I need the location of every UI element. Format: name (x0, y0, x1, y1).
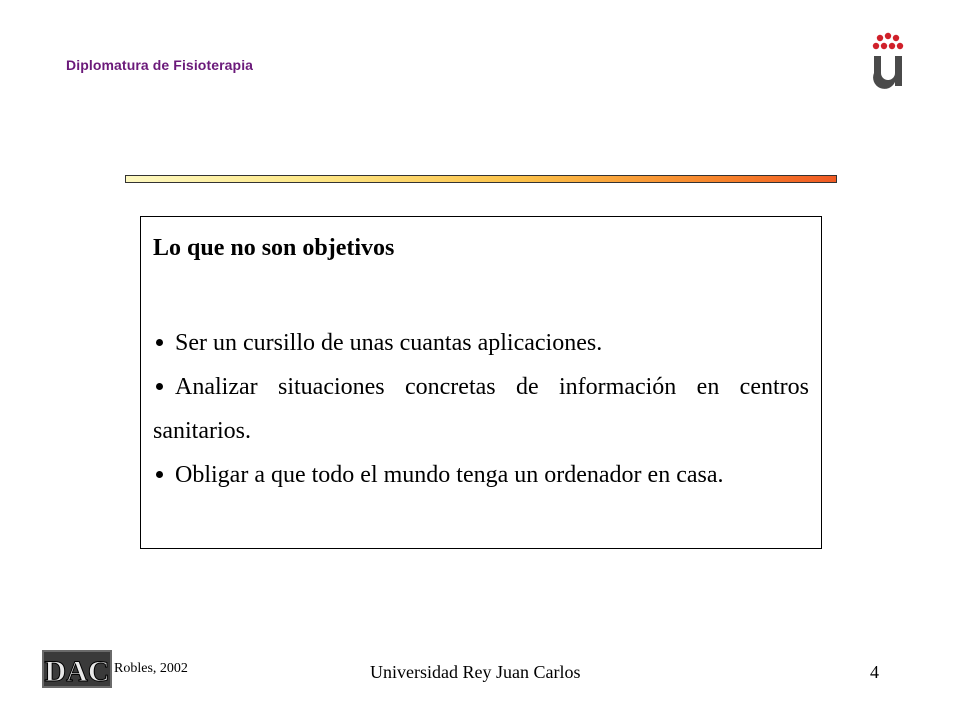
content-box (140, 216, 822, 549)
header-title: Diplomatura de Fisioterapia (66, 57, 254, 73)
bullet-icon (153, 365, 175, 409)
box-heading: Lo que no son objetivos (153, 235, 395, 261)
dac-logo (42, 650, 112, 688)
footer-author: Robles, 2002 (114, 661, 188, 676)
title-gradient-bar (125, 175, 837, 183)
bullet-text: Obligar a que todo el mundo tenga un ordenador en casa. (175, 462, 724, 488)
bullet-icon (153, 453, 175, 497)
bullet-item (153, 365, 809, 453)
bullet-item (153, 321, 809, 365)
university-logo (866, 28, 910, 92)
bullet-text: Ser un cursillo de unas cuantas aplicaciones. (175, 330, 603, 356)
dac-logo-text: DAC (44, 655, 110, 688)
bullet-icon (153, 321, 175, 365)
bullet-item (153, 453, 809, 497)
footer-institution: Universidad Rey Juan Carlos (370, 662, 581, 682)
page-number: 4 (870, 662, 879, 682)
bullet-text: Analizar situaciones concretas de información en centros sanitarios. (153, 374, 809, 444)
